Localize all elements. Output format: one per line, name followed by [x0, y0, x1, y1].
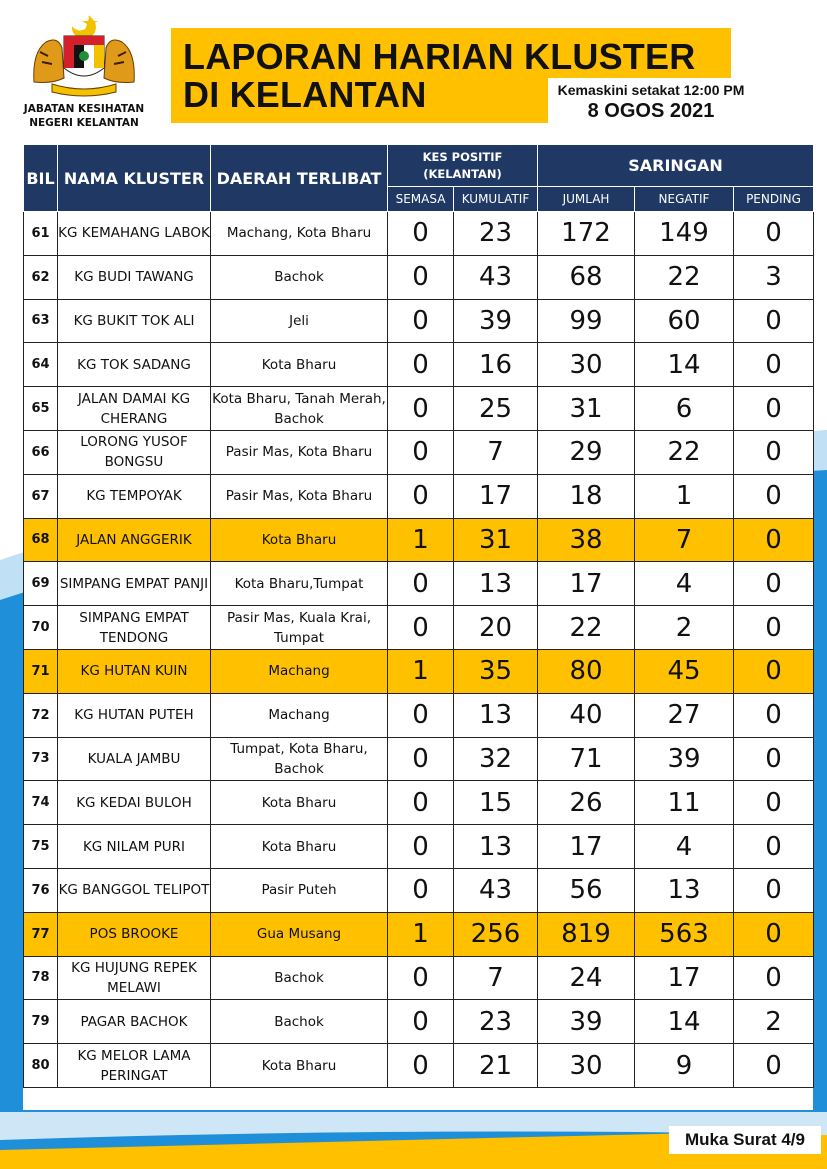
cell-semasa: 0 — [388, 781, 454, 825]
cell-negatif: 27 — [635, 693, 734, 737]
cell-semasa: 0 — [388, 606, 454, 650]
cell-kumulatif: 13 — [454, 562, 538, 606]
cell-bil: 67 — [24, 474, 58, 518]
page-number: Muka Surat 4/9 — [669, 1126, 821, 1154]
cell-pending: 2 — [734, 1000, 814, 1044]
cell-bil: 70 — [24, 606, 58, 650]
cell-kumulatif: 16 — [454, 343, 538, 387]
cell-pending: 0 — [734, 912, 814, 956]
cell-pending: 0 — [734, 1044, 814, 1088]
cell-negatif: 14 — [635, 1000, 734, 1044]
cell-daerah: Kota Bharu,Tumpat — [211, 562, 388, 606]
table-row — [24, 430, 814, 474]
cell-semasa: 1 — [388, 912, 454, 956]
cell-semasa: 1 — [388, 518, 454, 562]
cell-bil: 62 — [24, 255, 58, 299]
cell-daerah: Kota Bharu — [211, 1044, 388, 1088]
table-row — [24, 1000, 814, 1044]
cell-jumlah: 99 — [538, 299, 635, 343]
cell-pending: 0 — [734, 299, 814, 343]
cell-negatif: 39 — [635, 737, 734, 781]
update-date-box — [548, 78, 754, 126]
cell-negatif: 14 — [635, 343, 734, 387]
cell-negatif: 1 — [635, 474, 734, 518]
cell-pending: 0 — [734, 693, 814, 737]
cell-pending: 0 — [734, 781, 814, 825]
cell-daerah: Pasir Mas, Kota Bharu — [211, 430, 388, 474]
header-kumulatif: KUMULATIF — [454, 187, 538, 212]
cell-bil: 75 — [24, 825, 58, 869]
cell-negatif: 17 — [635, 956, 734, 1000]
cell-jumlah: 17 — [538, 825, 635, 869]
cell-bil: 74 — [24, 781, 58, 825]
cell-pending: 0 — [734, 606, 814, 650]
header-jumlah: JUMLAH — [538, 187, 635, 212]
table-row — [24, 1044, 814, 1088]
cell-jumlah: 40 — [538, 693, 635, 737]
cell-nama-kluster: KG BUDI TAWANG — [58, 255, 211, 299]
cell-pending: 3 — [734, 255, 814, 299]
cell-pending: 0 — [734, 649, 814, 693]
cell-daerah: Pasir Mas, Kota Bharu — [211, 474, 388, 518]
cell-negatif: 45 — [635, 649, 734, 693]
header-kes-positif-line1: KES POSITIF — [422, 149, 503, 164]
cell-daerah: Kota Bharu — [211, 343, 388, 387]
cell-bil: 63 — [24, 299, 58, 343]
table-row — [24, 868, 814, 912]
cell-daerah: Kota Bharu — [211, 825, 388, 869]
cell-jumlah: 38 — [538, 518, 635, 562]
header-saringan: SARINGAN — [538, 145, 814, 187]
table-row — [24, 956, 814, 1000]
cell-bil: 66 — [24, 430, 58, 474]
table-row — [24, 299, 814, 343]
cell-daerah: Machang — [211, 649, 388, 693]
table-row — [24, 387, 814, 431]
table-row — [24, 518, 814, 562]
cell-semasa: 0 — [388, 562, 454, 606]
logo-caption — [22, 102, 146, 130]
cell-daerah: Machang — [211, 693, 388, 737]
header-bil: BIL — [24, 145, 58, 212]
cell-nama-kluster: KG HUTAN KUIN — [58, 649, 211, 693]
cell-kumulatif: 20 — [454, 606, 538, 650]
cell-nama-kluster: SIMPANG EMPAT TENDONG — [58, 606, 211, 650]
cell-nama-kluster: KUALA JAMBU — [58, 737, 211, 781]
cell-negatif: 13 — [635, 868, 734, 912]
cell-pending: 0 — [734, 737, 814, 781]
header-daerah-terlibat: DAERAH TERLIBAT — [211, 145, 388, 212]
cell-daerah: Pasir Puteh — [211, 868, 388, 912]
cell-pending: 0 — [734, 474, 814, 518]
cell-semasa: 0 — [388, 387, 454, 431]
cell-jumlah: 22 — [538, 606, 635, 650]
table-row — [24, 912, 814, 956]
cell-bil: 71 — [24, 649, 58, 693]
cell-semasa: 0 — [388, 825, 454, 869]
cell-semasa: 0 — [388, 737, 454, 781]
cell-pending: 0 — [734, 343, 814, 387]
table-row — [24, 825, 814, 869]
table-header-row-1 — [24, 145, 814, 187]
cell-bil: 77 — [24, 912, 58, 956]
cell-pending: 0 — [734, 868, 814, 912]
logo-caption-line2: NEGERI KELANTAN — [29, 117, 139, 129]
cell-daerah: Kota Bharu — [211, 781, 388, 825]
cell-nama-kluster: JALAN ANGGERIK — [58, 518, 211, 562]
ministry-logo-block — [22, 12, 146, 130]
logo-caption-line1: JABATAN KESIHATAN — [23, 103, 145, 115]
cell-negatif: 149 — [635, 212, 734, 256]
cell-semasa: 0 — [388, 868, 454, 912]
cell-bil: 61 — [24, 212, 58, 256]
cell-negatif: 22 — [635, 430, 734, 474]
cell-kumulatif: 17 — [454, 474, 538, 518]
cell-kumulatif: 23 — [454, 212, 538, 256]
cluster-table — [23, 144, 814, 1088]
cell-kumulatif: 43 — [454, 255, 538, 299]
table-row — [24, 474, 814, 518]
cell-bil: 68 — [24, 518, 58, 562]
cell-bil: 64 — [24, 343, 58, 387]
cell-semasa: 0 — [388, 343, 454, 387]
cell-nama-kluster: KG TEMPOYAK — [58, 474, 211, 518]
cell-nama-kluster: KG KEMAHANG LABOK — [58, 212, 211, 256]
cell-negatif: 563 — [635, 912, 734, 956]
cell-daerah: Pasir Mas, Kuala Krai, Tumpat — [211, 606, 388, 650]
cell-jumlah: 17 — [538, 562, 635, 606]
cell-bil: 79 — [24, 1000, 58, 1044]
table-row — [24, 693, 814, 737]
cell-kumulatif: 21 — [454, 1044, 538, 1088]
cell-daerah: Machang, Kota Bharu — [211, 212, 388, 256]
cell-negatif: 11 — [635, 781, 734, 825]
cell-nama-kluster: KG HUJUNG REPEK MELAWI — [58, 956, 211, 1000]
cell-daerah: Jeli — [211, 299, 388, 343]
cell-nama-kluster: KG TOK SADANG — [58, 343, 211, 387]
cell-nama-kluster: KG BUKIT TOK ALI — [58, 299, 211, 343]
cell-semasa: 0 — [388, 212, 454, 256]
cell-nama-kluster: KG HUTAN PUTEH — [58, 693, 211, 737]
cell-bil: 76 — [24, 868, 58, 912]
report-title-line2: DI KELANTAN — [183, 74, 427, 115]
cell-pending: 0 — [734, 387, 814, 431]
updated-label: Kemaskini setakat 12:00 PM — [557, 82, 745, 98]
cell-nama-kluster: KG BANGGOL TELIPOT — [58, 868, 211, 912]
cell-nama-kluster: KG KEDAI BULOH — [58, 781, 211, 825]
header-kes-positif-line2: (KELANTAN) — [423, 166, 502, 181]
table-row — [24, 781, 814, 825]
table-row — [24, 649, 814, 693]
cell-nama-kluster: KG NILAM PURI — [58, 825, 211, 869]
cell-jumlah: 24 — [538, 956, 635, 1000]
cell-kumulatif: 35 — [454, 649, 538, 693]
cell-pending: 0 — [734, 430, 814, 474]
table-body — [24, 212, 814, 1088]
cell-nama-kluster: POS BROOKE — [58, 912, 211, 956]
cell-bil: 65 — [24, 387, 58, 431]
cell-kumulatif: 13 — [454, 693, 538, 737]
cell-kumulatif: 25 — [454, 387, 538, 431]
cell-nama-kluster: SIMPANG EMPAT PANJI — [58, 562, 211, 606]
cell-daerah: Bachok — [211, 255, 388, 299]
cell-bil: 69 — [24, 562, 58, 606]
cell-kumulatif: 43 — [454, 868, 538, 912]
table-row — [24, 255, 814, 299]
cell-negatif: 9 — [635, 1044, 734, 1088]
cell-jumlah: 30 — [538, 1044, 635, 1088]
table-row — [24, 606, 814, 650]
cell-pending: 0 — [734, 212, 814, 256]
cell-semasa: 0 — [388, 299, 454, 343]
cell-daerah: Kota Bharu, Tanah Merah, Bachok — [211, 387, 388, 431]
cell-bil: 72 — [24, 693, 58, 737]
cell-jumlah: 30 — [538, 343, 635, 387]
cell-semasa: 0 — [388, 430, 454, 474]
header-pending: PENDING — [734, 187, 814, 212]
cell-semasa: 0 — [388, 255, 454, 299]
cell-kumulatif: 32 — [454, 737, 538, 781]
table-row — [24, 737, 814, 781]
header-semasa: SEMASA — [388, 187, 454, 212]
header-kes-positif — [388, 145, 538, 187]
cell-pending: 0 — [734, 518, 814, 562]
cell-jumlah: 56 — [538, 868, 635, 912]
cell-negatif: 22 — [635, 255, 734, 299]
cell-daerah: Bachok — [211, 1000, 388, 1044]
cell-kumulatif: 23 — [454, 1000, 538, 1044]
cluster-table-panel — [23, 144, 813, 1110]
cell-kumulatif: 7 — [454, 956, 538, 1000]
cell-semasa: 0 — [388, 1044, 454, 1088]
header-nama-kluster: NAMA KLUSTER — [58, 145, 211, 212]
cell-jumlah: 68 — [538, 255, 635, 299]
cell-jumlah: 26 — [538, 781, 635, 825]
cell-negatif: 4 — [635, 825, 734, 869]
cell-bil: 78 — [24, 956, 58, 1000]
cell-daerah: Gua Musang — [211, 912, 388, 956]
cell-kumulatif: 39 — [454, 299, 538, 343]
cell-nama-kluster: LORONG YUSOF BONGSU — [58, 430, 211, 474]
table-row — [24, 212, 814, 256]
cell-kumulatif: 256 — [454, 912, 538, 956]
cell-bil: 80 — [24, 1044, 58, 1088]
cell-negatif: 60 — [635, 299, 734, 343]
table-row — [24, 562, 814, 606]
cell-jumlah: 31 — [538, 387, 635, 431]
cell-nama-kluster: JALAN DAMAI KG CHERANG — [58, 387, 211, 431]
table-row — [24, 343, 814, 387]
cell-jumlah: 819 — [538, 912, 635, 956]
cell-daerah: Bachok — [211, 956, 388, 1000]
report-date: 8 OGOS 2021 — [587, 100, 715, 122]
cell-daerah: Tumpat, Kota Bharu, Bachok — [211, 737, 388, 781]
cell-semasa: 0 — [388, 474, 454, 518]
cell-jumlah: 71 — [538, 737, 635, 781]
cell-negatif: 6 — [635, 387, 734, 431]
cell-bil: 73 — [24, 737, 58, 781]
cell-pending: 0 — [734, 825, 814, 869]
cell-jumlah: 18 — [538, 474, 635, 518]
cell-kumulatif: 7 — [454, 430, 538, 474]
coat-of-arms-icon — [28, 12, 140, 98]
cell-pending: 0 — [734, 956, 814, 1000]
cell-semasa: 0 — [388, 693, 454, 737]
cell-negatif: 7 — [635, 518, 734, 562]
cell-kumulatif: 13 — [454, 825, 538, 869]
cell-semasa: 0 — [388, 1000, 454, 1044]
cell-kumulatif: 31 — [454, 518, 538, 562]
cell-nama-kluster: PAGAR BACHOK — [58, 1000, 211, 1044]
cell-jumlah: 29 — [538, 430, 635, 474]
cell-negatif: 4 — [635, 562, 734, 606]
cell-jumlah: 172 — [538, 212, 635, 256]
cell-jumlah: 39 — [538, 1000, 635, 1044]
report-title-line1: LAPORAN HARIAN KLUSTER — [183, 36, 696, 77]
cell-negatif: 2 — [635, 606, 734, 650]
cell-nama-kluster: KG MELOR LAMA PERINGAT — [58, 1044, 211, 1088]
cell-semasa: 1 — [388, 649, 454, 693]
cell-semasa: 0 — [388, 956, 454, 1000]
cell-pending: 0 — [734, 562, 814, 606]
header-negatif: NEGATIF — [635, 187, 734, 212]
cell-daerah: Kota Bharu — [211, 518, 388, 562]
cell-kumulatif: 15 — [454, 781, 538, 825]
cell-jumlah: 80 — [538, 649, 635, 693]
